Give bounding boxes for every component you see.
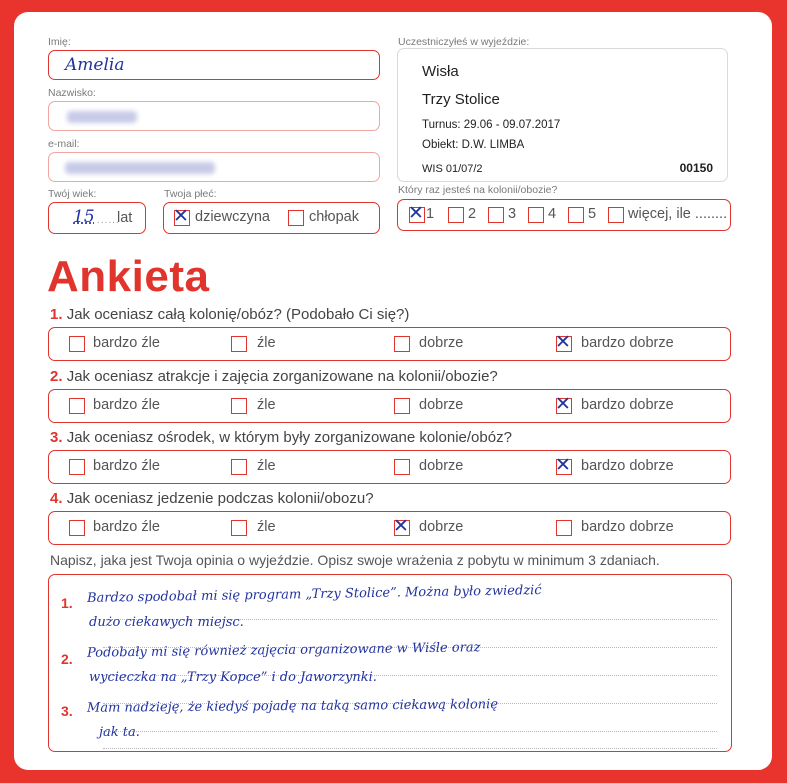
times-more-checkbox[interactable] [608, 207, 624, 223]
rating-row-3 [48, 450, 731, 484]
q1-bad-checkbox[interactable] [231, 336, 247, 352]
trip-card [397, 48, 728, 182]
email-field[interactable] [48, 152, 380, 182]
q4-very-bad-checkbox[interactable] [69, 520, 85, 536]
q2-bad-checkbox[interactable] [231, 398, 247, 414]
question-text: Jak oceniasz jedzenie podczas kolonii/obozu? [66, 490, 374, 507]
opinion-number: 2. [61, 651, 73, 667]
q1-good-checkbox[interactable] [394, 336, 410, 352]
times-label: Który raz jesteś na kolonii/obozie? [398, 184, 558, 196]
opinion-prompt: Napisz, jaka jest Twoja opinia o wyjeździe. Opisz swoje wrażenia z pobytu w minimum 3 zdaniach. [50, 552, 660, 568]
survey-form [14, 12, 772, 770]
option-label: bardzo źle [93, 519, 160, 535]
times-1-checkbox[interactable] [408, 202, 425, 224]
opinion-number: 1. [61, 595, 73, 611]
rating-row-1 [48, 327, 731, 361]
name-field[interactable] [48, 50, 380, 80]
rating-row-2 [48, 389, 731, 423]
survey-title: Ankieta [47, 252, 210, 301]
times-2-checkbox[interactable] [448, 207, 464, 223]
q3-very-good-checkbox[interactable] [555, 454, 572, 476]
redacted-surname [67, 111, 137, 123]
times-4-label: 4 [548, 206, 557, 222]
trip-code: WIS 01/07/2 [422, 163, 483, 175]
question-3 [50, 429, 512, 446]
option-label: dobrze [419, 519, 464, 535]
trip-place: Wisła [422, 63, 459, 80]
ruled-line [103, 731, 717, 733]
option-label: źle [257, 397, 276, 413]
q1-very-good-checkbox[interactable] [555, 331, 572, 353]
checkmark-icon: ✕ [555, 331, 571, 353]
gender-field [163, 202, 380, 234]
rating-row-4 [48, 511, 731, 545]
question-1 [50, 306, 409, 323]
redacted-email [65, 162, 215, 174]
times-3-label: 3 [508, 206, 517, 222]
times-1-label: 1 [426, 206, 435, 222]
option-label: dobrze [419, 397, 464, 413]
gender-boy-checkbox[interactable] [288, 210, 304, 226]
question-number: 3. [50, 429, 63, 446]
q2-good-checkbox[interactable] [394, 398, 410, 414]
option-label: dobrze [419, 335, 464, 351]
option-label: źle [257, 519, 276, 535]
times-4-checkbox[interactable] [528, 207, 544, 223]
gender-label: Twoja płeć: [164, 188, 217, 200]
opinion-line: jak ta. [99, 725, 140, 740]
opinion-line: wycieczka na „Trzy Kopce” i do Jaworzynki. [89, 670, 377, 685]
option-label: bardzo źle [93, 335, 160, 351]
q3-bad-checkbox[interactable] [231, 459, 247, 475]
q2-very-good-checkbox[interactable] [555, 393, 572, 415]
ruled-line [103, 748, 717, 750]
name-label: Imię: [48, 36, 71, 48]
opinion-number: 3. [61, 703, 73, 719]
surname-label: Nazwisko: [48, 87, 96, 99]
age-value: 15 [73, 207, 95, 227]
option-label: źle [257, 335, 276, 351]
question-4 [50, 490, 374, 507]
times-5-checkbox[interactable] [568, 207, 584, 223]
q4-very-good-checkbox[interactable] [556, 520, 572, 536]
option-label: dobrze [419, 458, 464, 474]
checkmark-icon: ✕ [555, 393, 571, 415]
age-unit: lat [117, 210, 133, 226]
times-more-label: więcej, ile ........ [628, 206, 728, 222]
age-label: Twój wiek: [48, 188, 97, 200]
option-label: bardzo dobrze [581, 397, 674, 413]
q4-good-checkbox[interactable] [393, 515, 410, 537]
question-number: 4. [50, 490, 63, 507]
times-3-checkbox[interactable] [488, 207, 504, 223]
question-text: Jak oceniasz ośrodek, w którym były zorganizowane kolonie/obóz? [66, 429, 512, 446]
times-5-label: 5 [588, 206, 597, 222]
opinion-line: Mam nadzieję, że kiedyś pojadę na taką samo ciekawą kolonię [86, 697, 499, 716]
surname-field[interactable] [48, 101, 380, 131]
gender-boy-label: chłopak [309, 209, 359, 225]
q2-very-bad-checkbox[interactable] [69, 398, 85, 414]
question-number: 2. [50, 368, 63, 385]
option-label: bardzo źle [93, 458, 160, 474]
times-2-label: 2 [468, 206, 477, 222]
option-label: bardzo źle [93, 397, 160, 413]
q1-very-bad-checkbox[interactable] [69, 336, 85, 352]
trip-label: Uczestniczyłeś w wyjeździe: [398, 36, 530, 48]
trip-turnus: Turnus: 29.06 - 09.07.2017 [422, 119, 561, 131]
question-text: Jak oceniasz atrakcje i zajęcia zorganizowane na kolonii/obozie? [66, 368, 498, 385]
option-label: bardzo dobrze [581, 519, 674, 535]
trip-obiekt: Obiekt: D.W. LIMBA [422, 139, 525, 151]
checkmark-icon: ✕ [173, 205, 189, 227]
age-dots: ...... [97, 215, 120, 226]
option-label: bardzo dobrze [581, 458, 674, 474]
trip-name: Trzy Stolice [422, 91, 500, 108]
option-label: źle [257, 458, 276, 474]
checkmark-icon: ✕ [408, 202, 424, 224]
trip-number: 00150 [679, 161, 713, 175]
opinion-line: dużo ciekawych miejsc. [89, 615, 244, 630]
email-label: e-mail: [48, 138, 80, 150]
q3-very-bad-checkbox[interactable] [69, 459, 85, 475]
q3-good-checkbox[interactable] [394, 459, 410, 475]
question-2 [50, 368, 498, 385]
checkmark-icon: ✕ [393, 515, 409, 537]
checkmark-icon: ✕ [555, 454, 571, 476]
opinion-textarea[interactable] [48, 574, 732, 752]
gender-girl-label: dziewczyna [195, 209, 270, 225]
q4-bad-checkbox[interactable] [231, 520, 247, 536]
name-value: Amelia [65, 55, 125, 75]
gender-girl-checkbox[interactable] [173, 205, 190, 227]
option-label: bardzo dobrze [581, 335, 674, 351]
age-field[interactable] [48, 202, 146, 234]
question-number: 1. [50, 306, 63, 323]
question-text: Jak oceniasz całą kolonię/obóz? (Podobało Ci się?) [66, 306, 410, 323]
opinion-line: Podobały mi się również zajęcia organizowane w Wiśle oraz [86, 640, 481, 661]
times-field [397, 199, 731, 231]
opinion-line: Bardzo spodobał mi się program „Trzy Stolice”. Można było zwiedzić [86, 583, 542, 606]
